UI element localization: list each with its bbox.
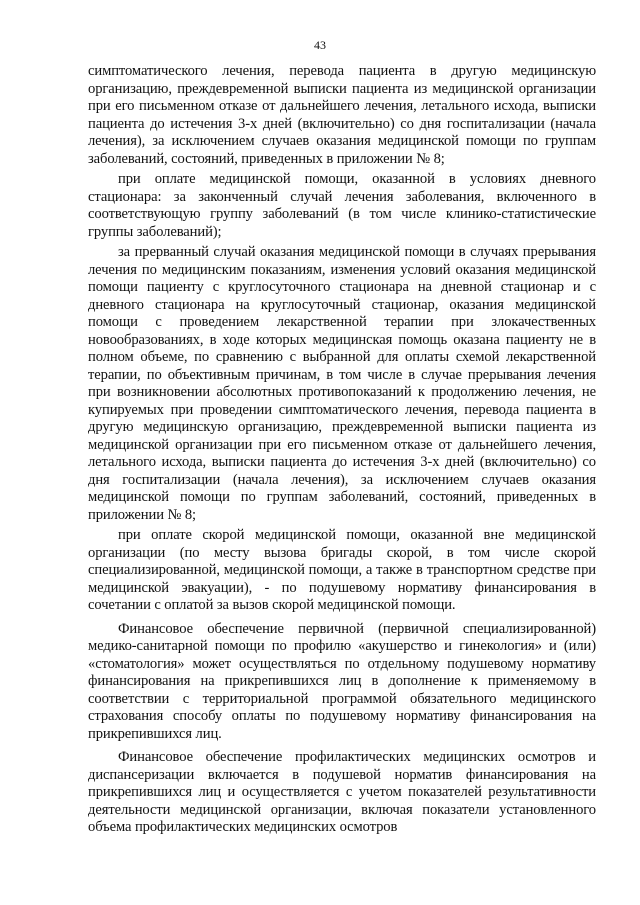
paragraph-ambulance-payment: при оплате скорой медицинской помощи, оказанной вне медицинской организации (по месту вызова бригады скорой, в том числе скорой специализированной, медицинской помощи, а также в транспортном средстве при медицинской эвакуации), - по подушевому нормативу финансирования в сочетании с оплатой за вызов скорой медицинской помощи. (88, 527, 596, 613)
paragraph-interrupted-case: за прерванный случай оказания медицинской помощи в случаях прерывания лечения по медицинским показаниям, изменения условий оказания медицинской помощи пациенту с круглосуточного стационара на дневной стационар и с дневного стационара на круглосуточный стационар, оказания медицинской помощи с проведением лекарственной терапии при злокачественных новообразованиях, в ходе которых медицинская помощь оказана пациенту не в полном объеме, по сравнению с выбранной для оплаты схемой лекарственной терапии, по объективным причинам, в том числе в случае прерывания лечения при возникновении абсолютных противопоказаний к продолжению лечения, не купируемых при проведении симптоматического лечения, перевода пациента в другую медицинскую организацию, преждевременной выписки пациента из медицинской организации при его письменном отказе от дальнейшего лечения, летального исхода, выписки пациента до истечения 3-х дней (включительно) со дня госпитализации (начала лечения), за исключением случаев оказания медицинской помощи по группам заболеваний, состояний, приведенных в приложении № 8; (88, 244, 596, 523)
paragraph-obstetrics-financing: Финансовое обеспечение первичной (первичной специализированной) медико-санитарной помощи по профилю «акушерство и гинекология» и (или) «стоматология» может осуществляться по отдельному подушевому нормативу финансирования на прикрепившихся лиц в дополнение к применяемому в соответствии с территориальной программой обязательного медицинского страхования способу оплаты по подушевому нормативу финансирования на прикрепившихся лиц. (88, 620, 596, 742)
paragraph-day-hospital-payment: при оплате медицинской помощи, оказанной в условиях дневного стационара: за законченный случай лечения заболевания, включенного в соответствующую группу заболеваний (в том числе клинико-статистические группы заболеваний); (88, 171, 596, 240)
paragraph-preventive-exams-financing: Финансовое обеспечение профилактических медицинских осмотров и диспансеризации включается в подушевой норматив финансирования на прикрепившихся лиц и осуществляется с учетом показателей результативности деятельности медицинской организации, включая показатели установленного объема профилактических медицинских осмотров (88, 749, 596, 835)
paragraph-continuation: симптоматического лечения, перевода пациента в другую медицинскую организацию, преждевременной выписки пациента из медицинской организации при его письменном отказе от дальнейшего лечения, летального исхода, выписки пациента до истечения 3-х дней (включительно) со дня госпитализации (начала лечения), за исключением случаев оказания медицинской помощи по группам заболеваний, состояний, приведенных в приложении № 8; (88, 63, 596, 167)
page-number: 43 (314, 38, 326, 52)
document-body (88, 63, 596, 837)
